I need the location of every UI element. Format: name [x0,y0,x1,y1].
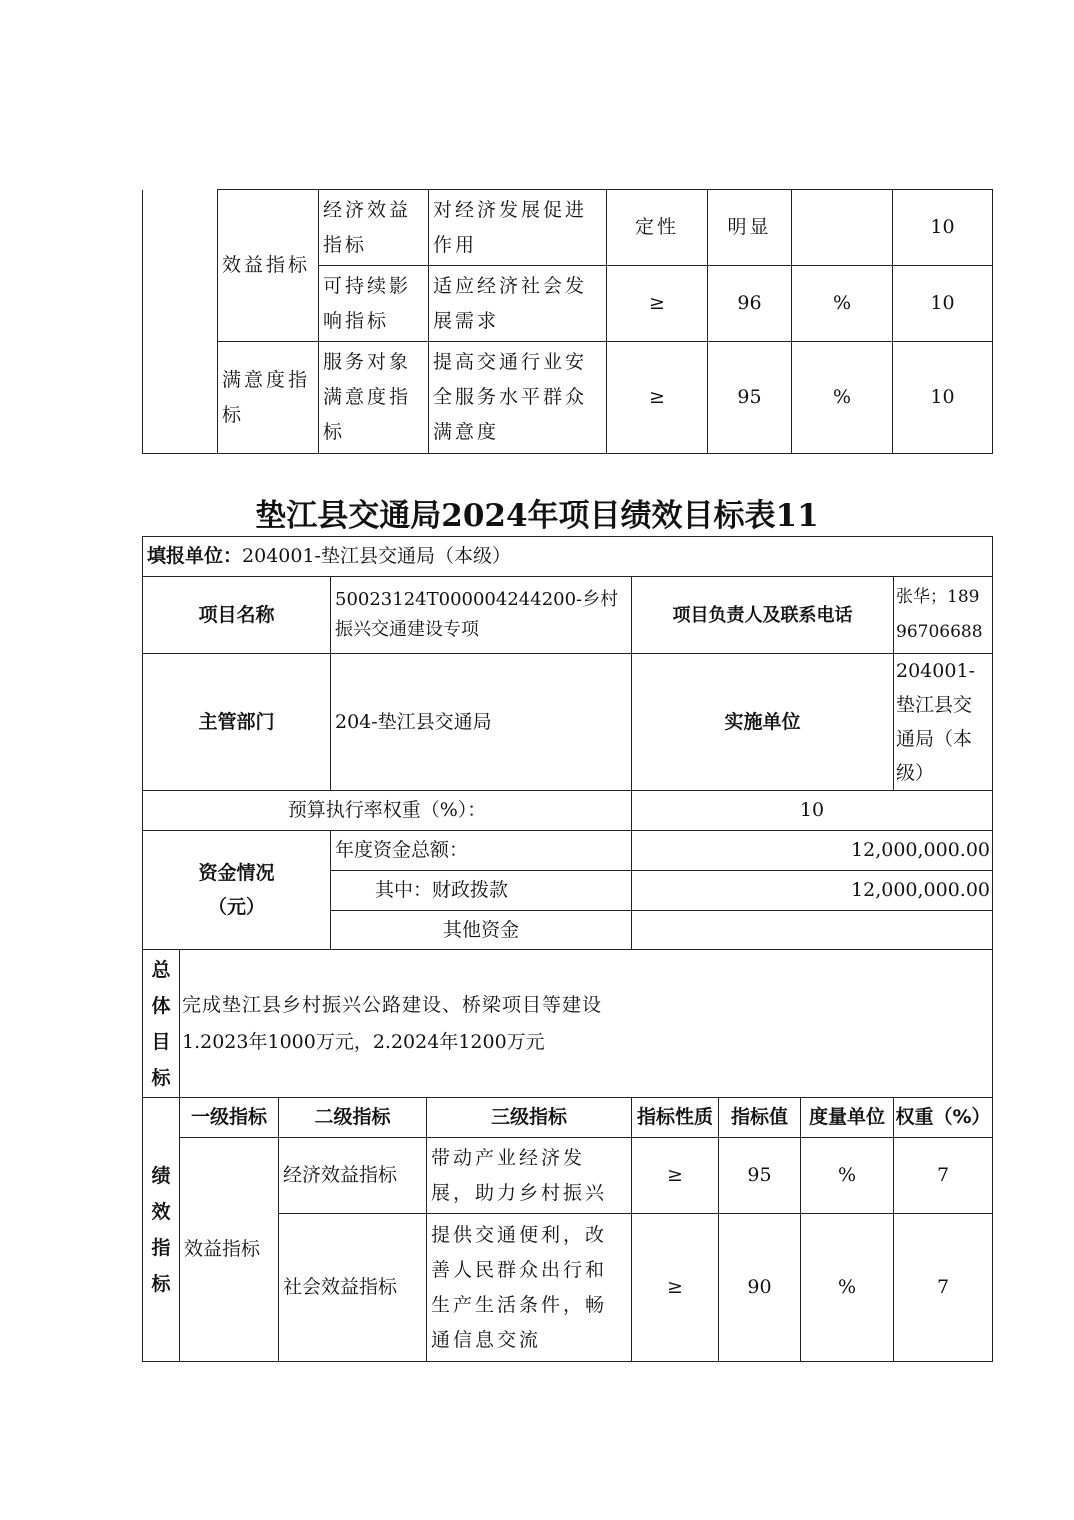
project-leader-label: 项目负责人及联系电话 [632,577,894,654]
blank-category-cell [143,190,218,454]
funds-label [143,831,331,950]
perf-char: 标 [151,1272,171,1295]
weight-cell: 10 [893,190,993,266]
perf-char: 效 [151,1200,171,1223]
header-value: 指标值 [719,1098,801,1138]
funds-label-line2: （元） [207,896,265,918]
goal-line-1: 完成垫江县乡村振兴公路建设、桥梁项目等建设 [182,993,603,1016]
other-funds-label: 其他资金 [331,911,632,950]
goal-char: 目 [151,1030,171,1053]
header-weight: 权重（%） [894,1098,993,1138]
level1-cell: 效益指标 [218,190,319,342]
value-cell: 95 [708,342,792,454]
annual-total-label: 年度资金总额： [331,831,632,871]
unit-cell: % [801,1138,894,1214]
level3-cell: 带动产业经济发展，助力乡村振兴 [427,1138,632,1214]
level3-cell: 提高交通行业安全服务水平群众满意度 [429,342,607,454]
level2-cell: 经济效益指标 [279,1138,427,1214]
budget-rate-label: 预算执行率权重（%）： [143,791,632,831]
project-name-label: 项目名称 [143,577,331,654]
impl-unit-value: 204001-垫江县交通局（本级） [894,654,993,791]
dept-label: 主管部门 [143,654,331,791]
fill-unit-value: 204001-垫江县交通局（本级） [242,545,511,567]
nature-cell: ≥ [607,342,708,454]
perf-char: 指 [151,1236,171,1259]
overall-goal-text [180,950,993,1098]
weight-cell: 7 [894,1138,993,1214]
value-cell: 96 [708,266,792,342]
unit-cell: % [792,342,893,454]
continued-indicator-table [142,189,993,454]
value-cell: 90 [719,1214,801,1362]
nature-cell: ≥ [632,1138,719,1214]
performance-indicator-label [143,1098,180,1362]
goal-char: 标 [151,1066,171,1089]
other-funds-value [632,911,993,950]
project-leader-value: 张华；18996706688 [894,577,993,654]
fiscal-value: 12,000,000.00 [632,871,993,911]
header-level3: 三级指标 [427,1098,632,1138]
value-cell: 明显 [708,190,792,266]
weight-cell: 7 [894,1214,993,1362]
goal-char: 总 [151,958,171,981]
level2-cell: 社会效益指标 [279,1214,427,1362]
fill-unit-label: 填报单位： [147,545,243,567]
level1-cell: 满意度指标 [218,342,319,454]
nature-cell: ≥ [632,1214,719,1362]
overall-goal-label [143,950,180,1098]
level2-cell: 可持续影响指标 [319,266,429,342]
fill-unit-row [143,537,993,577]
level3-cell: 提供交通便利，改善人民群众出行和生产生活条件，畅通信息交流 [427,1214,632,1362]
header-unit: 度量单位 [801,1098,894,1138]
perf-char: 绩 [151,1164,171,1187]
budget-rate-value: 10 [632,791,993,831]
level3-cell: 适应经济社会发展需求 [429,266,607,342]
goal-char: 体 [151,994,171,1017]
project-name-value: 50023124T000004244200-乡村振兴交通建设专项 [331,577,632,654]
annual-total-value: 12,000,000.00 [632,831,993,871]
level2-cell: 经济效益指标 [319,190,429,266]
page-title: 垫江县交通局2024年项目绩效目标表11 [255,498,819,534]
level3-cell: 对经济发展促进作用 [429,190,607,266]
header-nature: 指标性质 [632,1098,719,1138]
impl-unit-label: 实施单位 [632,654,894,791]
header-level2: 二级指标 [279,1098,427,1138]
dept-value: 204-垫江县交通局 [331,654,632,791]
performance-target-table [142,536,993,1362]
nature-cell: ≥ [607,266,708,342]
level1-cell: 效益指标 [180,1138,279,1362]
funds-label-line1: 资金情况 [198,862,275,884]
level2-cell: 服务对象满意度指标 [319,342,429,454]
unit-cell: % [792,266,893,342]
goal-line-2: 1.2023年1000万元，2.2024年1200万元 [182,1030,545,1053]
weight-cell: 10 [893,342,993,454]
header-level1: 一级指标 [180,1098,279,1138]
unit-cell [792,190,893,266]
nature-cell: 定性 [607,190,708,266]
unit-cell: % [801,1214,894,1362]
weight-cell: 10 [893,266,993,342]
value-cell: 95 [719,1138,801,1214]
fiscal-label: 其中：财政拨款 [331,871,632,911]
